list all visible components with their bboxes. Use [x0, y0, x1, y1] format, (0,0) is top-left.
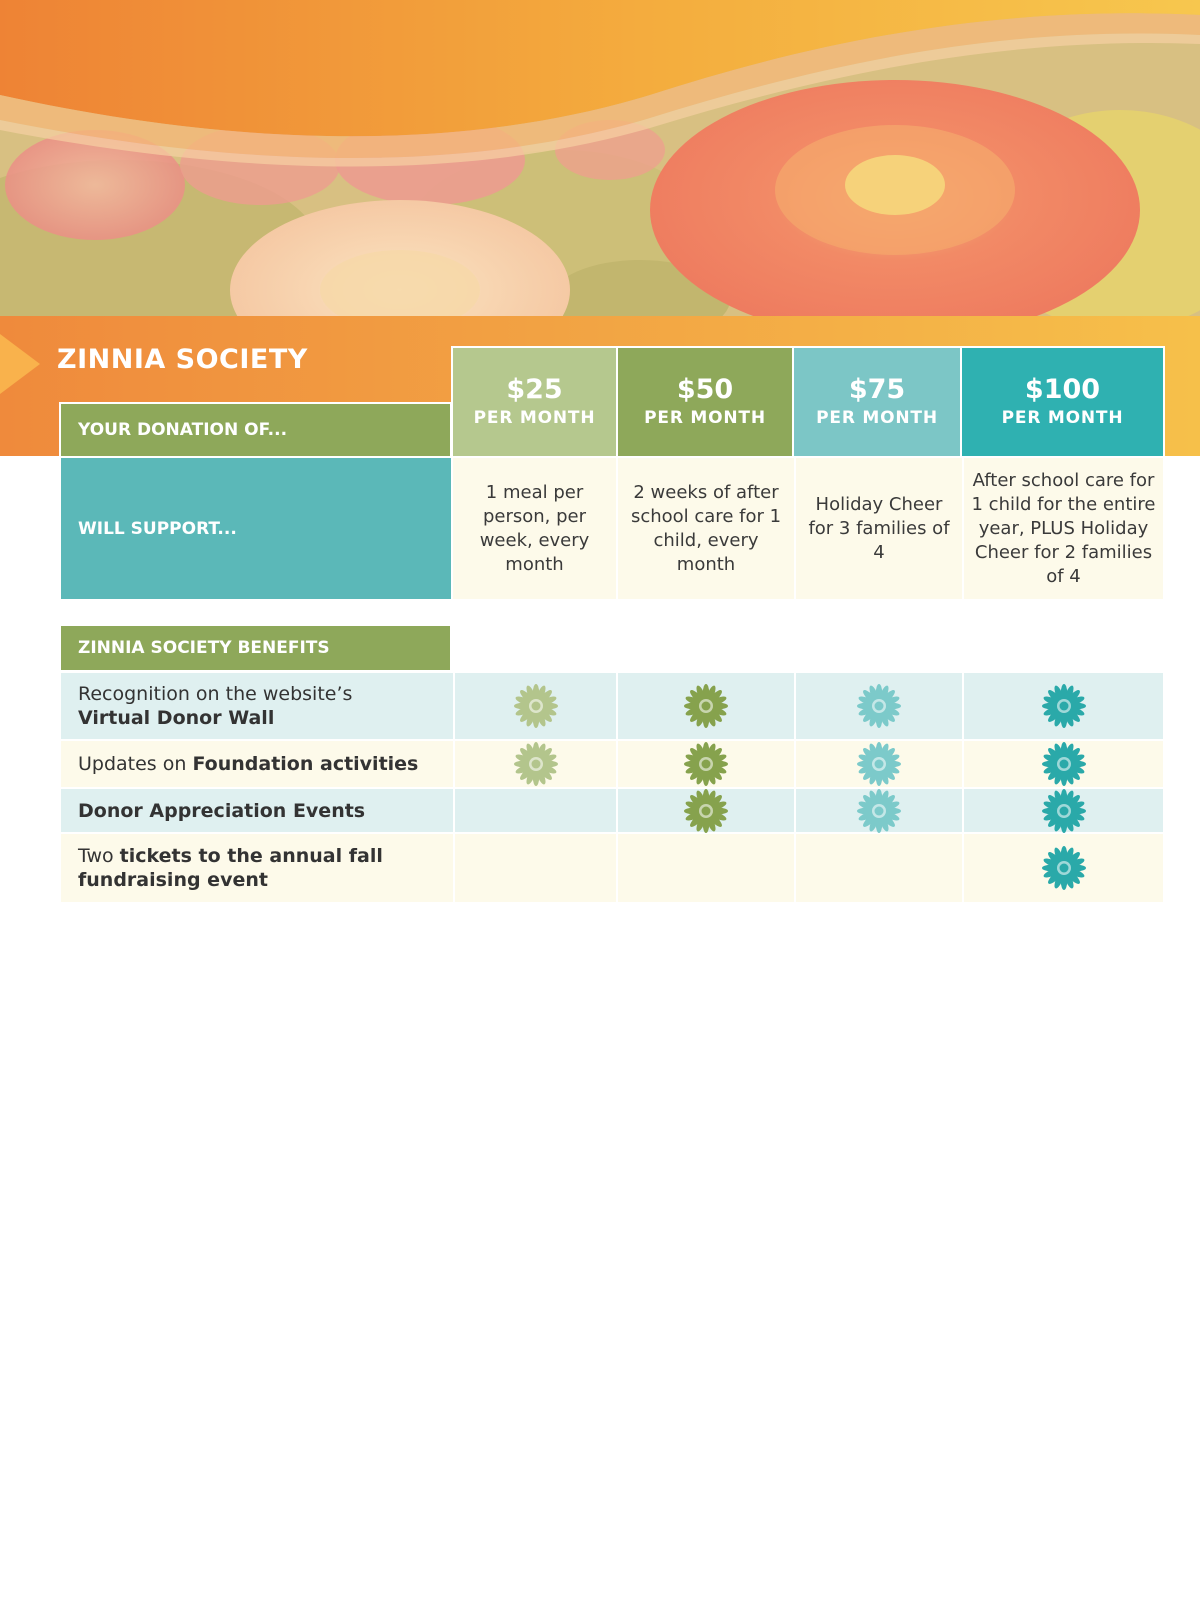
tier-amount: $25: [506, 374, 563, 405]
zinnia-check-icon: [514, 742, 558, 786]
benefit-cell: [453, 741, 616, 787]
benefit-label-text: [78, 752, 418, 776]
tier-amount: $75: [848, 374, 906, 405]
benefit-cell: [962, 673, 1163, 739]
benefit-label: [61, 673, 453, 739]
benefit-text: Updates on: [78, 753, 193, 775]
benefit-cell: [794, 834, 962, 902]
benefits-label: ZINNIA SOCIETY BENEFITS: [59, 624, 452, 672]
zinnia-check-icon: [514, 684, 558, 728]
support-text-75: Holiday Cheer for 3 families of 4: [794, 458, 962, 599]
benefit-cell: [962, 834, 1163, 902]
tier-50: [616, 346, 794, 458]
benefit-cell: [794, 789, 962, 832]
benefit-label-text: [78, 799, 365, 823]
benefit-cell: [453, 834, 616, 902]
benefit-text-bold: Foundation activities: [192, 753, 419, 775]
benefit-cell: [453, 673, 616, 739]
benefit-cell: [616, 834, 794, 902]
tier-75: [792, 346, 962, 458]
benefit-cell: [962, 741, 1163, 787]
tier-period: PER MONTH: [816, 408, 938, 428]
benefit-text-bold: Donor Appreciation Events: [78, 799, 366, 822]
arrow-accent-icon: [0, 334, 40, 394]
benefit-text-bold: tickets to the annual fall fundraising event: [78, 845, 383, 891]
zinnia-check-icon: [857, 789, 901, 833]
benefit-cell: [616, 789, 794, 832]
tier-amount: $100: [1024, 374, 1101, 405]
support-text-100: After school care for 1 child for the entire year, PLUS Holiday Cheer for 2 families of 4: [962, 458, 1163, 599]
support-text-25: 1 meal per person, per week, every month: [453, 458, 616, 599]
donation-label: YOUR DONATION OF...: [59, 402, 452, 458]
zinnia-check-icon: [857, 742, 901, 786]
benefit-text: Recognition on the website’s: [78, 683, 353, 705]
zinnia-check-icon: [1042, 684, 1086, 728]
benefit-cell: [794, 673, 962, 739]
zinnia-header-image: [0, 0, 1200, 316]
benefit-label: [61, 834, 453, 902]
zinnia-check-icon: [857, 684, 901, 728]
tier-amount: $50: [676, 374, 734, 405]
page-title: ZINNIA SOCIETY: [57, 344, 308, 375]
benefit-cell: [453, 789, 616, 832]
zinnia-check-icon: [1042, 742, 1086, 786]
tier-25: [451, 346, 618, 458]
benefit-cell: [616, 673, 794, 739]
zinnia-check-icon: [684, 789, 728, 833]
support-label: WILL SUPPORT...: [61, 458, 451, 599]
zinnia-check-icon: [684, 684, 728, 728]
tier-period: PER MONTH: [473, 408, 596, 428]
tier-period: PER MONTH: [644, 408, 766, 428]
zinnia-check-icon: [1042, 789, 1086, 833]
zinnia-check-icon: [684, 742, 728, 786]
benefit-label-text: [78, 682, 352, 730]
benefit-cell: [794, 741, 962, 787]
tier-period: PER MONTH: [1001, 408, 1124, 428]
benefit-text: Two: [78, 845, 120, 867]
benefit-label-text: [78, 844, 398, 892]
support-text-50: 2 weeks of after school care for 1 child, every month: [616, 458, 794, 599]
benefit-label: [61, 789, 453, 832]
benefit-label: [61, 741, 453, 787]
benefit-cell: [616, 741, 794, 787]
zinnia-check-icon: [1042, 846, 1086, 890]
benefit-cell: [962, 789, 1163, 832]
tier-100: [960, 346, 1165, 458]
benefit-text-bold: Virtual Donor Wall: [78, 707, 275, 729]
flower-photo-illustration: [0, 0, 1200, 316]
